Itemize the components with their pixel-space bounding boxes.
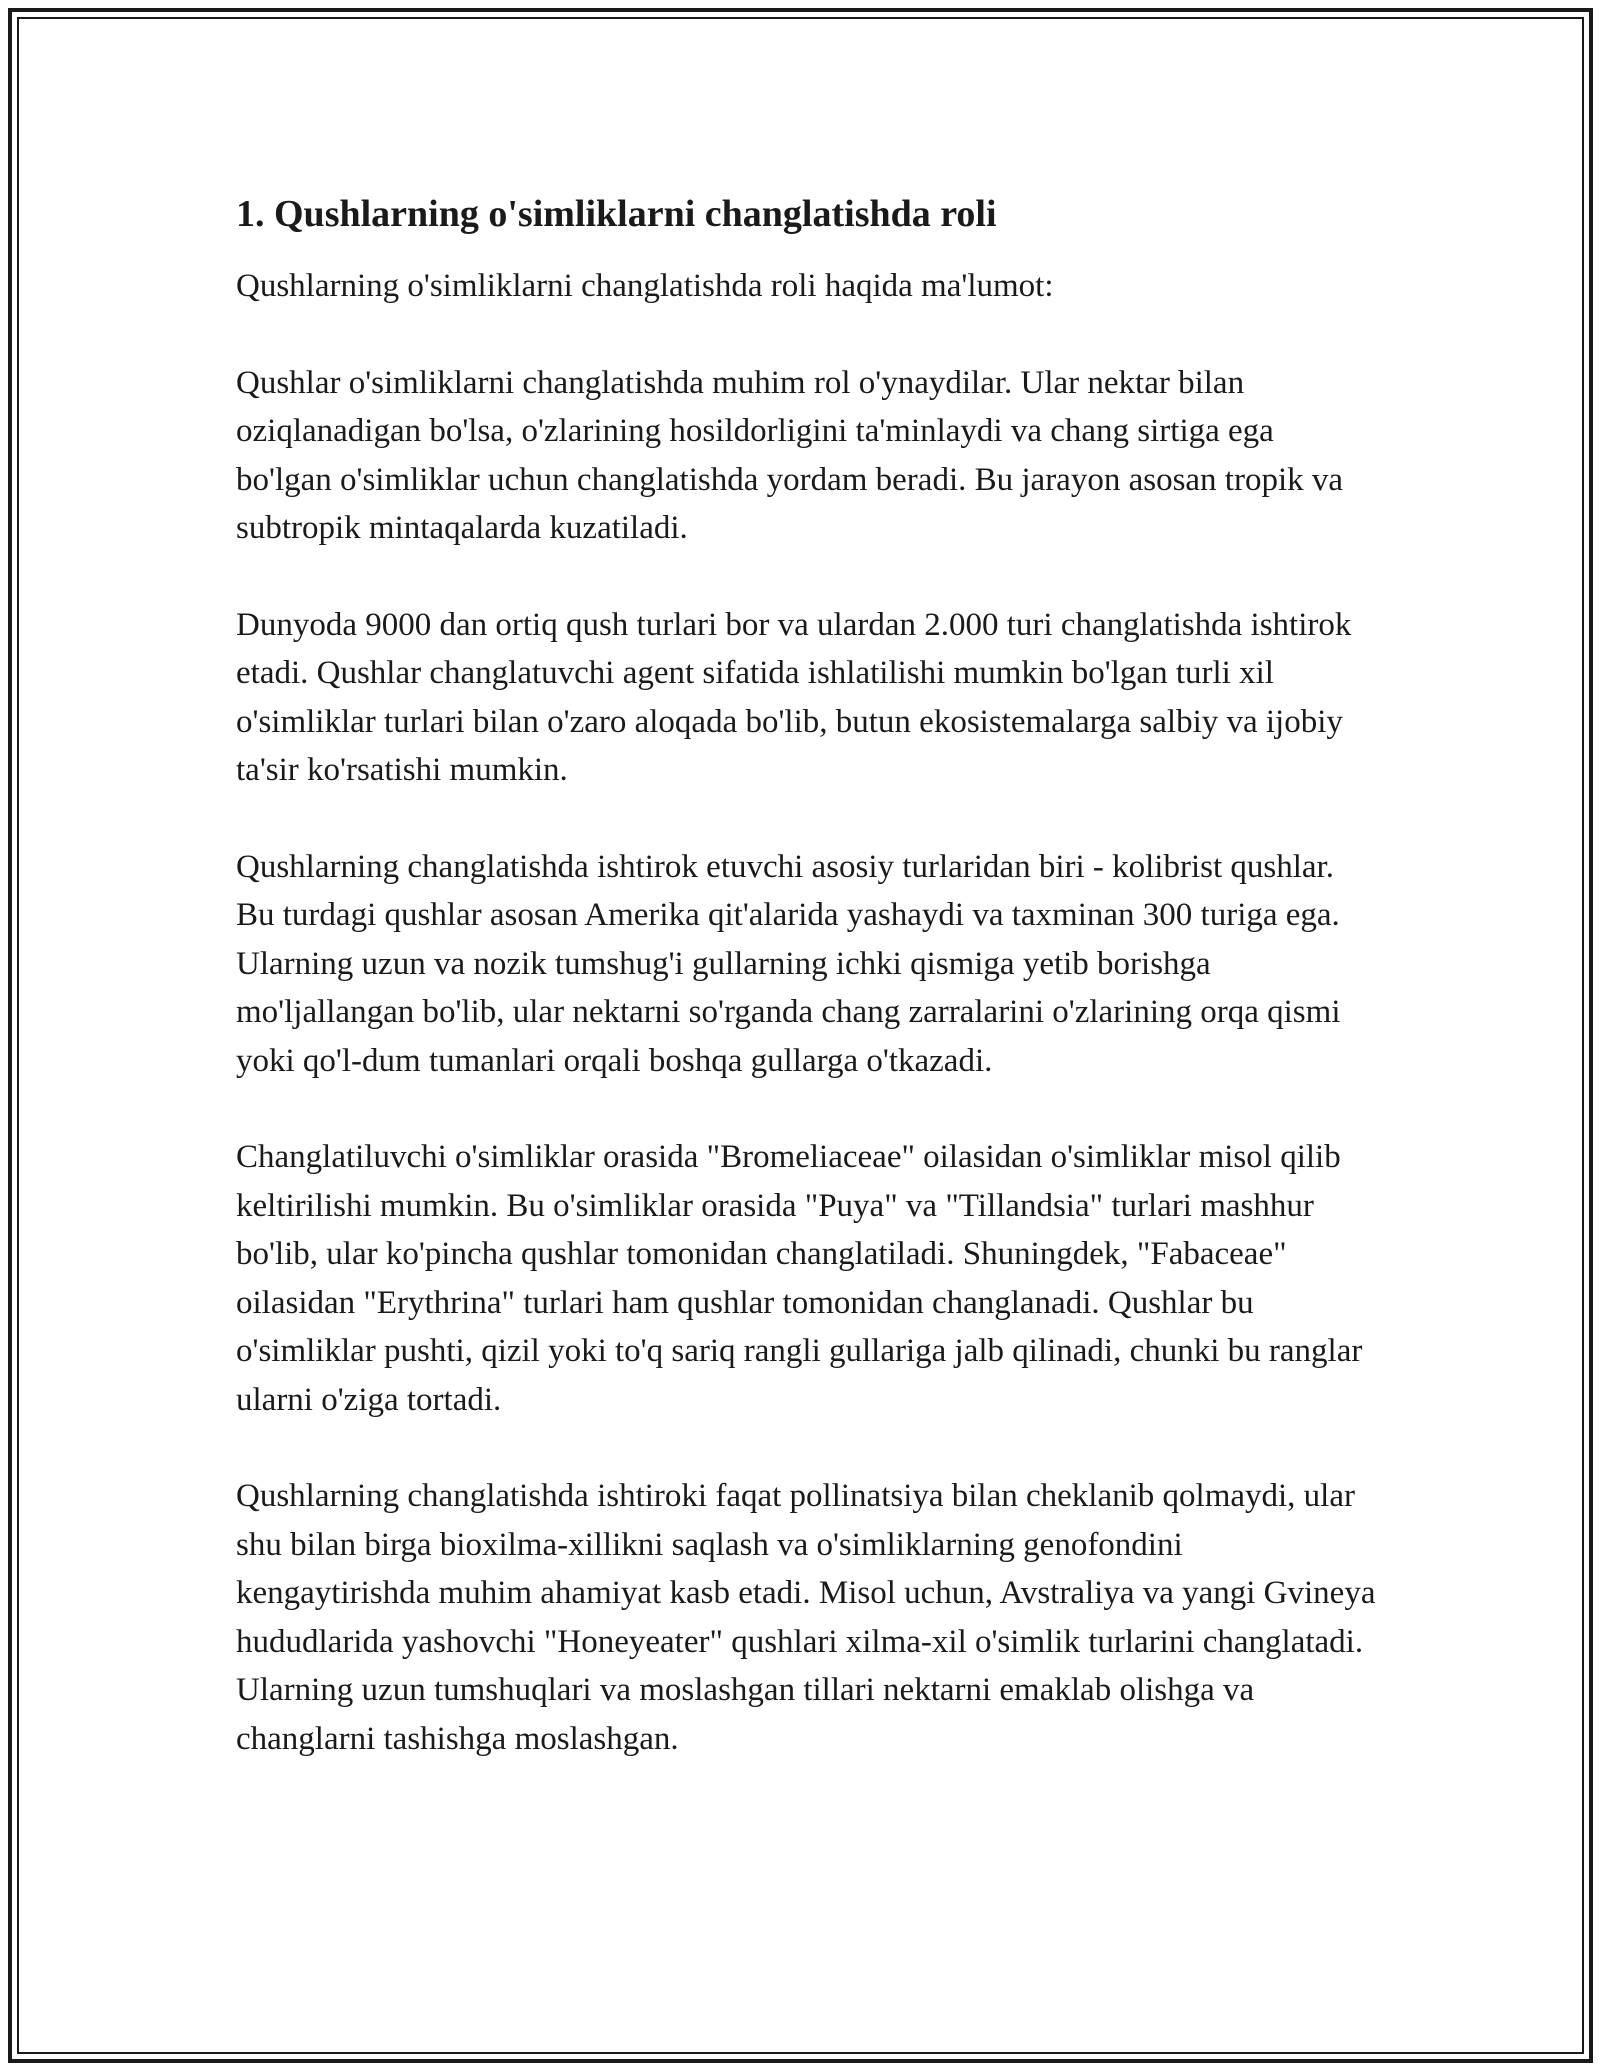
- paragraph-biodiversity: Qushlarning changlatishda ishtiroki faqat pollinatsiya bilan cheklanib qolmaydi, ular shu bilan birga bioxilma-xillikni saqlash va o'simliklarning genofondini kengaytirishda muhim ahamiyat kasb etadi. Misol uchun, Avstraliya va yangi Gvineya hududlarida yashovchi "Honeyeater" qushlari xilma-xil o'simlik turlarini changlatadi. Ularning uzun tumshuqlari va moslashgan tillari nektarni emaklab olishga va changlarni tashishga moslashgan.: [236, 1478, 1376, 1757]
- paragraph-intro: Qushlarning o'simliklarni changlatishda roli haqida ma'lumot:: [236, 268, 1054, 304]
- paragraph-plant-families: Changlatiluvchi o'simliklar orasida "Bromeliaceae" oilasidan o'simliklar misol qilib keltirilishi mumkin. Bu o'simliklar orasida "Puya" va "Tillandsia" turlari mashhur bo'lib, ular ko'pincha qushlar tomonidan changlatiladi. Shuningdek, "Fabaceae" oilasidan "Erythrina" turlari ham qushlar tomonidan changlanadi. Qushlar bu o'simliklar pushti, qizil yoki to'q sariq rangli gullariga jalb qilinadi, chunki bu ranglar ularni o'ziga tortadi.: [236, 1139, 1363, 1418]
- section-heading: 1. Qushlarning o'simliklarni changlatishda roli: [236, 193, 997, 235]
- document-body: [236, 186, 1376, 1811]
- paragraph-species-count: Dunyoda 9000 dan ortiq qush turlari bor va ulardan 2.000 turi changlatishda ishtirok etadi. Qushlar changlatuvchi agent sifatida ishlatilishi mumkin bo'lgan turli xil o'simliklar turlari bilan o'zaro aloqada bo'lib, butun ekosistemalarga salbiy va ijobiy ta'sir ko'rsatishi mumkin.: [236, 606, 1352, 788]
- paragraph-hummingbirds: Qushlarning changlatishda ishtirok etuvchi asosiy turlaridan biri - kolibrist qushlar. Bu turdagi qushlar asosan Amerika qit'alarida yashaydi va taxminan 300 turiga ega. Ularning uzun va nozik tumshug'i gullarning ichki qismiga yetib borishga mo'ljallangan bo'lib, ular nektarni so'rganda chang zarralarini o'zlarining orqa qismi yoki qo'l-dum tumanlari orqali boshqa gullarga o'tkazadi.: [236, 848, 1341, 1079]
- paragraph-role: Qushlar o'simliklarni changlatishda muhim rol o'ynaydilar. Ular nektar bilan oziqlanadigan bo'lsa, o'zlarining hosildorligini ta'minlaydi va chang sirtiga ega bo'lgan o'simliklar uchun changlatishda yordam beradi. Bu jarayon asosan tropik va subtropik mintaqalarda kuzatiladi.: [236, 364, 1344, 546]
